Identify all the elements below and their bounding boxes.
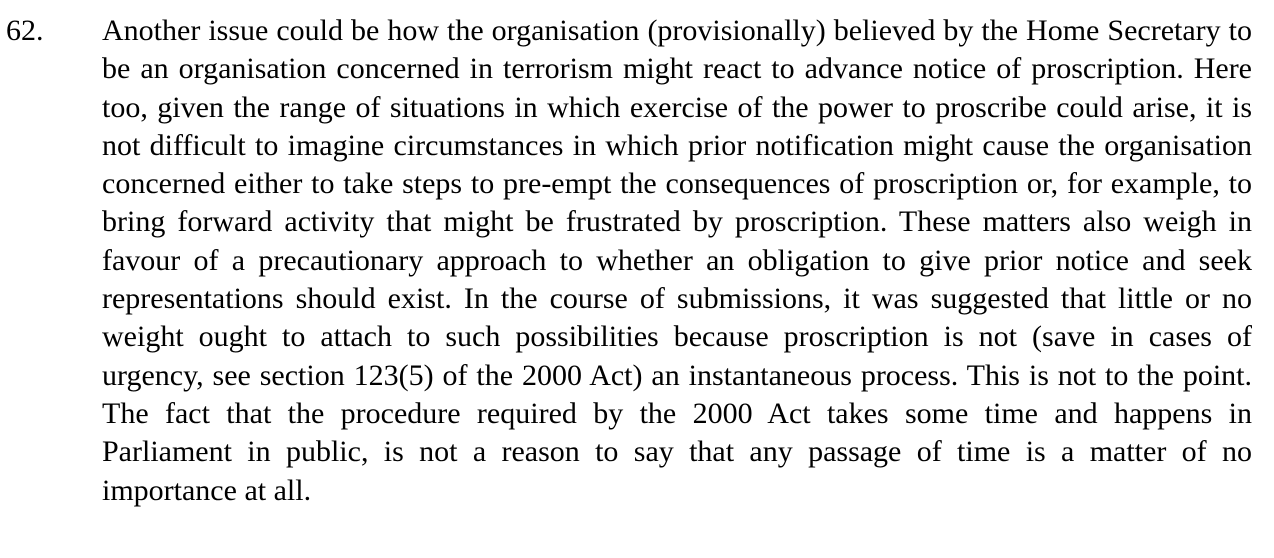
paragraph-text: Another issue could be how the organisation (provisionally) believed by the Home Secretary to be an organisation concerned in terrorism might react to advance notice of proscription. Here too, given the range of situations in which exercise of the power to proscribe could arise, it is not difficult to imagine circumstances in which prior notification might cause the organisation concerned either to take steps to pre-empt the consequences of proscription or, for example, to bring forward activity that might be frustrated by proscription. These matters also weigh in favour of a precautionary approach to whether an obligation to give prior notice and seek representations should exist. In the course of submissions, it was suggested that little or no weight ought to attach to such possibilities because proscription is not (save in cases of urgency, see section 123(5) of the 2000 Act) an instantaneous process. This is not to the point. The fact that the procedure required by the 2000 Act takes some time and happens in Parliament in public, is not a reason to say that any passage of time is a matter of no importance at all. [102, 14, 1252, 507]
paragraph-number: 62. [6, 14, 44, 47]
